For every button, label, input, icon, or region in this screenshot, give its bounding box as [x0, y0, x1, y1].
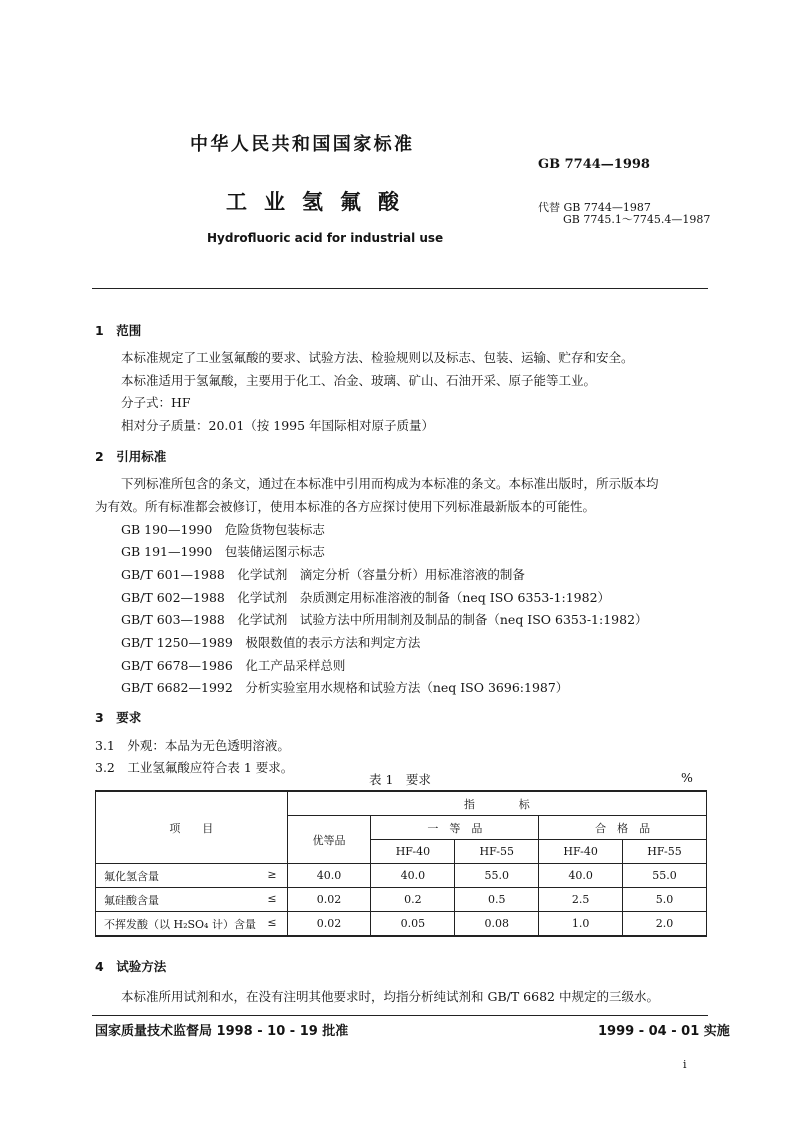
- reference-item: GB/T 603—1988 化学试剂 试验方法中所用制剂及制品的制备（neq ISO 6353-1:1982）: [121, 612, 648, 627]
- standard-org-title: 中华人民共和国国家标准: [190, 134, 415, 155]
- header-sub: HF-40: [539, 840, 623, 864]
- section-4-para-1: 本标准所用试剂和水，在没有注明其他要求时，均指分析纯试剂和 GB/T 6682 中规定的三级水。: [121, 989, 659, 1004]
- cell: 5.0: [623, 888, 707, 912]
- footer-divider: [92, 1015, 708, 1016]
- header-sub: HF-55: [623, 840, 707, 864]
- row-symbol: ≤: [267, 891, 277, 905]
- row-label-text: 不挥发酸（以 H₂SO₄ 计）含量: [104, 917, 256, 931]
- reference-item: GB/T 601—1988 化学试剂 滴定分析（容量分析）用标准溶液的制备: [121, 567, 525, 582]
- section-3-heading: 3 要求: [95, 710, 142, 725]
- section-1-formula: 分子式：HF: [121, 395, 191, 410]
- row-label: [96, 864, 288, 888]
- replaces-line-1: 代替 GB 7744—1987: [538, 201, 651, 214]
- standard-code: GB 7744—1998: [538, 157, 650, 172]
- replaces-line-2: GB 7745.1～7745.4—1987: [563, 213, 711, 226]
- cell: 2.0: [623, 912, 707, 937]
- cell: 2.5: [539, 888, 623, 912]
- clause-3-1: 3.1 外观：本品为无色透明溶液。: [95, 738, 290, 753]
- page-number: i: [683, 1058, 687, 1071]
- row-symbol: ≤: [267, 915, 277, 929]
- cell: 55.0: [623, 864, 707, 888]
- section-1-para-1: 本标准规定了工业氢氟酸的要求、试验方法、检验规则以及标志、包装、运输、贮存和安全。: [121, 350, 634, 365]
- reference-item: GB/T 1250—1989 极限数值的表示方法和判定方法: [121, 635, 421, 650]
- reference-item: GB/T 6678—1986 化工产品采样总则: [121, 658, 346, 673]
- cell: 0.02: [287, 912, 371, 937]
- clause-3-2: 3.2 工业氢氟酸应符合表 1 要求。: [95, 760, 294, 775]
- cell: 0.02: [287, 888, 371, 912]
- reference-item: GB/T 602—1988 化学试剂 杂质测定用标准溶液的制备（neq ISO 6353-1:1982）: [121, 590, 611, 605]
- row-label-text: 氟硅酸含量: [104, 893, 159, 907]
- section-1-molar-mass: 相对分子质量：20.01（按 1995 年国际相对原子质量）: [121, 418, 435, 433]
- document-title: 工业氢氟酸: [226, 190, 416, 214]
- table-caption: 表 1 要求: [369, 772, 431, 787]
- row-label: [96, 912, 288, 937]
- effective-date: 1999 - 04 - 01 实施: [598, 1024, 730, 1039]
- cell: 40.0: [539, 864, 623, 888]
- cell: 0.05: [371, 912, 455, 937]
- cell: 40.0: [287, 864, 371, 888]
- section-2-intro-1: 下列标准所包含的条文，通过在本标准中引用而构成为本标准的条文。本标准出版时，所示版本均: [121, 476, 659, 491]
- english-subtitle: Hydrofluoric acid for industrial use: [207, 231, 444, 245]
- cell: 0.5: [455, 888, 539, 912]
- reference-item: GB 191—1990 包装储运图示标志: [121, 544, 325, 559]
- header-first-grade: 一 等 品: [371, 816, 539, 840]
- section-1-heading: 1 范围: [95, 323, 142, 338]
- table-row: [96, 912, 707, 937]
- header-index: 指 标: [287, 791, 706, 816]
- requirements-table: [95, 790, 707, 937]
- section-2-intro-2: 为有效。所有标准都会被修订，使用本标准的各方应探讨使用下列标准最新版本的可能性。: [95, 499, 596, 514]
- reference-item: GB 190—1990 危险货物包装标志: [121, 522, 325, 537]
- row-symbol: ≥: [267, 867, 277, 881]
- reference-item: GB/T 6682—1992 分析实验室用水规格和试验方法（neq ISO 3696:1987）: [121, 680, 569, 695]
- table-row: [96, 864, 707, 888]
- table-unit: %: [681, 770, 693, 785]
- cell: 40.0: [371, 864, 455, 888]
- replaces-note: [538, 202, 710, 226]
- cell: 0.2: [371, 888, 455, 912]
- cell: 1.0: [539, 912, 623, 937]
- header-premium: 优等品: [287, 816, 371, 864]
- section-1-para-2: 本标准适用于氢氟酸，主要用于化工、冶金、玻璃、矿山、石油开采、原子能等工业。: [121, 373, 597, 388]
- cell: 55.0: [455, 864, 539, 888]
- cell: 0.08: [455, 912, 539, 937]
- section-4-heading: 4 试验方法: [95, 959, 167, 974]
- header-item: 项 目: [96, 791, 288, 864]
- approval-note: 国家质量技术监督局 1998 - 10 - 19 批准: [95, 1024, 349, 1039]
- header-sub: HF-40: [371, 840, 455, 864]
- row-label: [96, 888, 288, 912]
- table-row: [96, 888, 707, 912]
- header-divider: [92, 288, 708, 289]
- header-sub: HF-55: [455, 840, 539, 864]
- section-2-heading: 2 引用标准: [95, 449, 167, 464]
- table-header-row: [96, 791, 707, 816]
- header-qualified: 合 格 品: [539, 816, 707, 840]
- row-label-text: 氟化氢含量: [104, 869, 159, 883]
